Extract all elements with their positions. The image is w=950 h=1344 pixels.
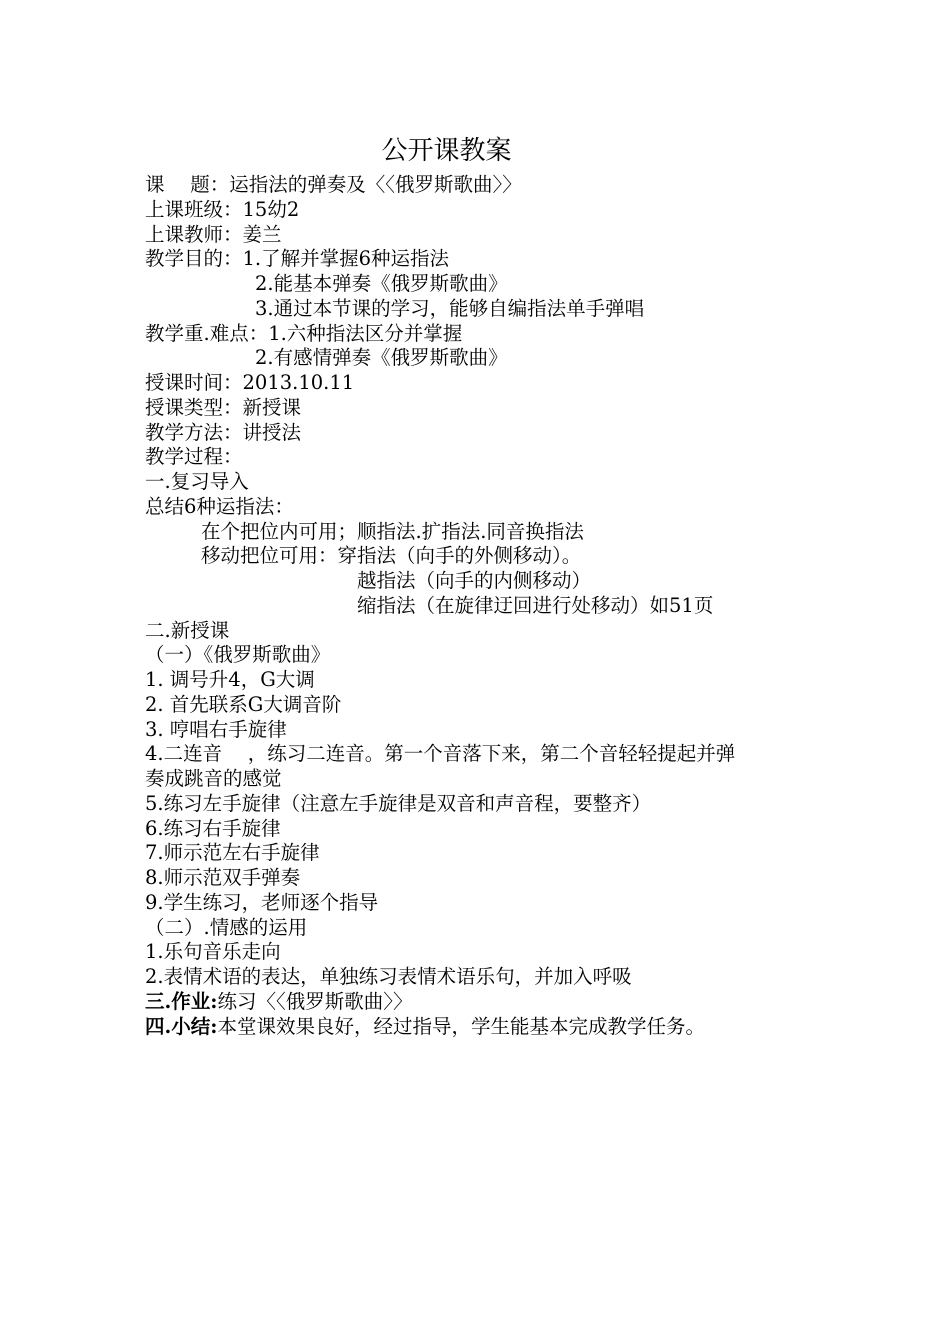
subsection-heading: （二）.情感的运用 (145, 915, 308, 939)
subsection-heading: （一）《俄罗斯歌曲》 (145, 643, 331, 667)
objective-line: 2.能基本弹奏《俄罗斯歌曲》 (255, 272, 508, 295)
fingering-line: 越指法（向手的内侧移动） (357, 569, 592, 592)
homework-label: 三.作业: (145, 989, 218, 1013)
step-line: 7.师示范左右手旋律 (145, 841, 320, 865)
objective-line: 教学目的：1.了解并掌握6种运指法 (145, 247, 450, 271)
step-line: 2.表情术语的表达，单独练习表情术语乐句，并加入呼吸 (145, 965, 632, 988)
lesson-type-line: 授课类型：新授课 (145, 395, 302, 419)
fingering-line: 在个把位内可用；顺指法.扩指法.同音换指法 (201, 519, 584, 543)
step-line: 9.学生练习，老师逐个指导 (145, 890, 379, 914)
step-line: 5.练习左手旋律（注意左手旋律是双音和声音程，要整齐） (145, 791, 652, 815)
homework-line (145, 990, 865, 1015)
key-points-line: 教学重.难点：1.六种指法区分并掌握 (145, 321, 463, 345)
fingering-line: 移动把位可用：穿指法（向手的外侧移动）。 (201, 544, 582, 568)
summary-fingering-line: 总结6种运指法： (145, 494, 294, 518)
teacher-line: 上课教师：姜兰 (145, 222, 282, 246)
summary-label: 四.小结: (145, 1014, 218, 1038)
step-line: 8.师示范双手弹奏 (145, 866, 301, 889)
topic-line: 课 题：运指法的弹奏及〈〈俄罗斯歌曲〉〉 (145, 173, 522, 196)
step-line-continued: 奏成跳音的感觉 (145, 767, 282, 790)
section-heading: 二.新授课 (145, 618, 230, 642)
summary-text: 本堂课效果良好，经过指导，学生能基本完成教学任务。 (217, 1014, 706, 1038)
process-heading: 教学过程： (145, 445, 243, 469)
method-line: 教学方法：讲授法 (145, 420, 302, 444)
date-line: 授课时间：2013.10.11 (145, 371, 355, 394)
fingering-line: 缩指法（在旋律迂回进行处移动）如51页 (357, 593, 714, 617)
class-line: 上课班级：15幼2 (145, 197, 300, 221)
section-heading: 一.复习导入 (145, 470, 249, 493)
step-line: 3. 哼唱右手旋律 (145, 717, 287, 741)
objective-line: 3.通过本节课的学习，能够自编指法单手弹唱 (255, 296, 645, 320)
step-line: 1.乐句音乐走向 (145, 940, 281, 964)
lesson-plan-body (145, 173, 865, 1039)
step-line: 1. 调号升4，G大调 (145, 668, 315, 691)
step-line: 4.二连音 ，练习二连音。第一个音落下来，第二个音轻轻提起并弹 (145, 742, 736, 766)
step-line: 2. 首先联系G大调音阶 (145, 692, 342, 716)
document-title: 公开课教案 (381, 136, 512, 166)
homework-text: 练习〈〈俄罗斯歌曲〉〉 (217, 989, 413, 1013)
key-points-line: 2.有感情弹奏《俄罗斯歌曲》 (255, 346, 508, 370)
summary-line (145, 1015, 865, 1040)
step-line: 6.练习右手旋律 (145, 816, 281, 840)
